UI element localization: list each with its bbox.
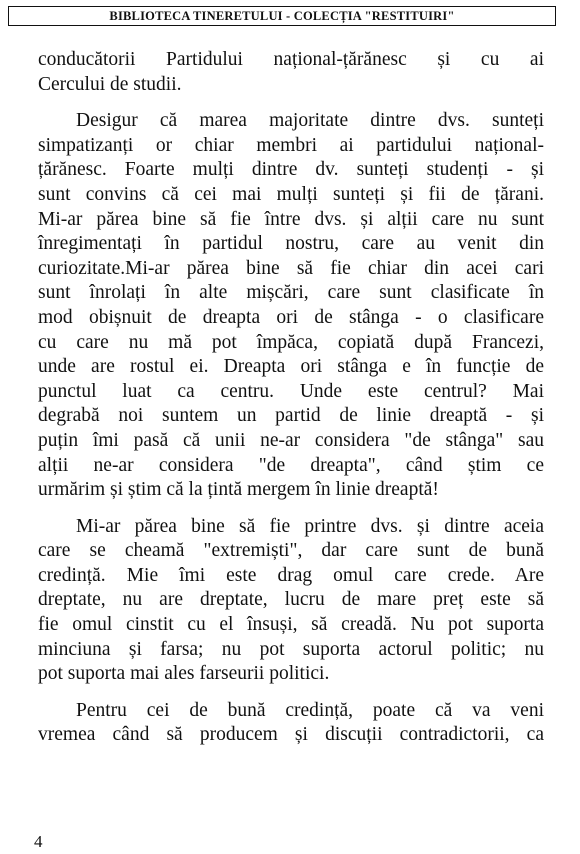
text-line: vremea când să producem și discuții contradictorii, ca [38, 724, 544, 746]
text-line: care se cheamă "extremiști", dar care sunt de bună [38, 540, 544, 562]
text-line: conducătorii Partidului național-țărănesc și cu ai [38, 49, 544, 70]
text-line: credință. Mie îmi este drag omul care crede. Are [38, 564, 544, 586]
text-line: pot suporta mai ales farseurii politici. [38, 663, 330, 685]
text-line: sunt convins că cei mai mulți sunteți și fii de țărani. [38, 183, 544, 205]
text-line: Cercului de studii. [38, 73, 182, 95]
text-line: alții ne-ar considera "de dreapta", când știm ce [38, 454, 544, 476]
page-number: 4 [34, 832, 43, 851]
text-line: urmărim și știm că la țintă mergem în linie dreaptă! [38, 479, 439, 501]
paragraph-3 [38, 515, 544, 687]
text-line: Desigur că marea majoritate dintre dvs. sunteți [76, 110, 544, 132]
body-text [38, 48, 544, 760]
text-line: punctul luat ca centru. Unde este centrul? Mai [38, 380, 544, 402]
text-line: curiozitate.Mi-ar părea bine să fie chiar din acei cari [38, 257, 544, 279]
text-line: cu care nu mă pot împăca, copiată după Francezi, [38, 331, 544, 353]
text-line: înregimentați în partidul nostru, care au venit din [38, 233, 544, 255]
text-line: mod obișnuit de dreapta ori de stânga - o clasificare [38, 306, 544, 328]
paragraph-1 [38, 48, 544, 97]
text-line: Mi-ar părea bine să fie printre dvs. și dintre aceia [76, 515, 544, 537]
text-line: unde are rostul ei. Dreapta ori stânga e în funcție de [38, 356, 544, 378]
text-line: fie omul cinstit cu el însuși, să creadă. Nu pot suporta [38, 614, 544, 636]
text-line: sunt înrolați în alte mișcări, care sunt clasificate în [38, 282, 544, 304]
paragraph-2 [38, 109, 544, 503]
text-line: țărănesc. Foarte mulți dintre dv. sunteți studenți - și [38, 159, 544, 181]
text-line: dreptate, nu are dreptate, lucru de mare preț este să [38, 589, 544, 611]
text-line: Mi-ar părea bine să fie între dvs. și alții care nu sunt [38, 208, 544, 230]
text-line: simpatizanți or chiar membri ai partidului național- [38, 134, 544, 156]
text-line: Pentru cei de bună credință, poate că va veni [76, 699, 544, 721]
text-line: minciuna și farsa; nu pot suporta actorul politic; nu [38, 638, 544, 660]
text-line: puțin îmi pasă că unii ne-ar considera "de stânga" sau [38, 429, 544, 451]
running-header: BIBLIOTECA TINERETULUI - COLECȚIA "RESTITUIRI" [8, 6, 556, 26]
text-line: degrabă noi suntem un partid de linie dreaptă - și [38, 405, 544, 427]
paragraph-4 [38, 699, 544, 748]
